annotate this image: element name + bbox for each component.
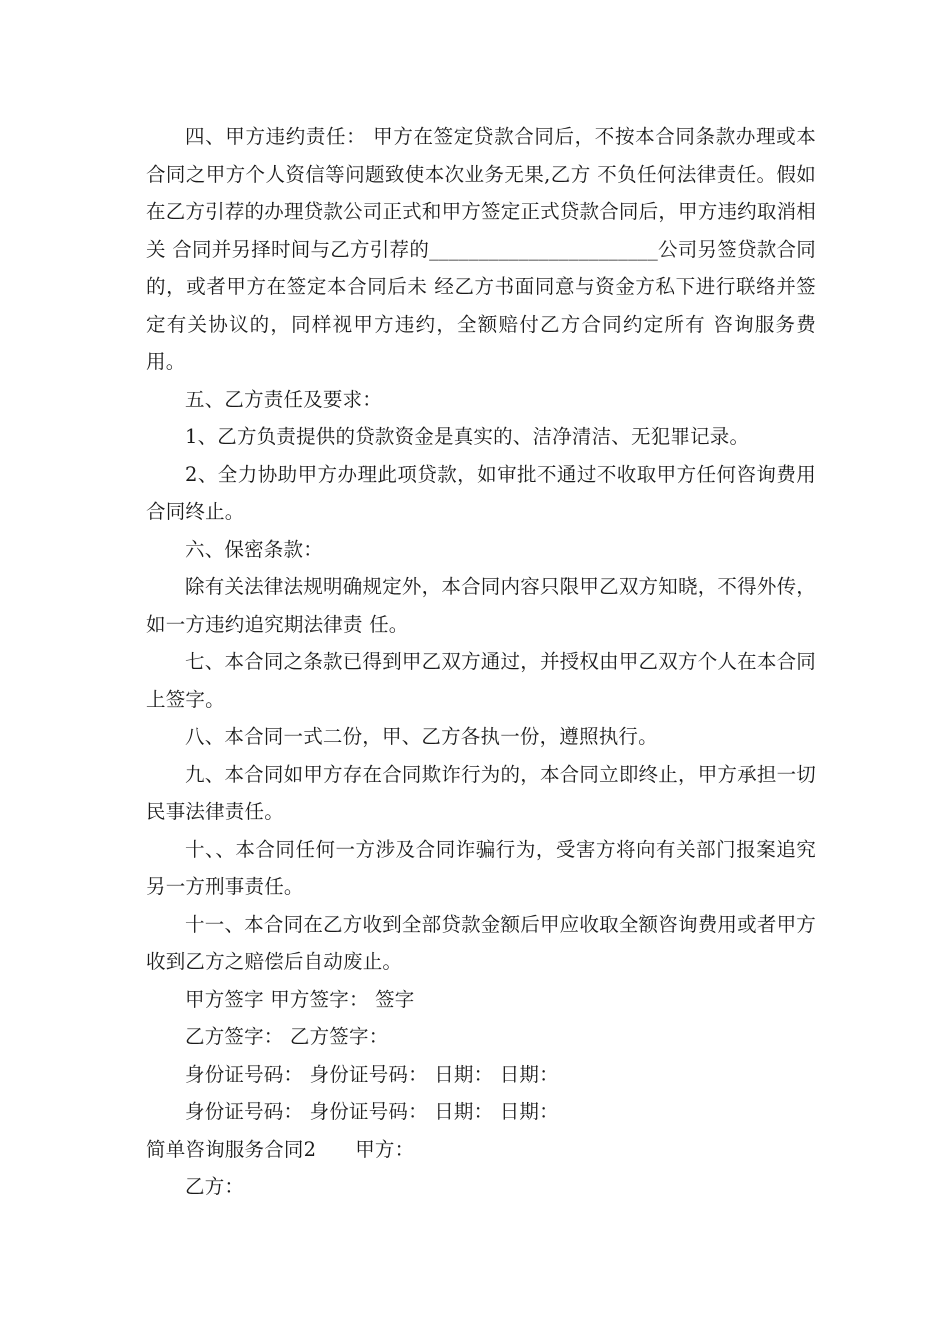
clause-6-heading: 六、保密条款： xyxy=(185,537,323,561)
clause-10-paragraph: 十、、本合同任何一方涉及合同诈骗行为，受害方将向有关部门报案追究另一方刑事责任。 xyxy=(146,837,816,898)
clause-9-paragraph: 九、本合同如甲方存在合同欺诈行为的，本合同立即终止，甲方承担一切民事法律责任。 xyxy=(146,762,816,823)
id-date-line-1: 身份证号码： 身份证号码： 日期： 日期： xyxy=(185,1062,559,1086)
clause-4-paragraph: 四、甲方违约责任： 甲方在签定贷款合同后，不按本合同条款办理或本合同之甲方个人资信等问题致使本次业务无果,乙方 不负任何法律责任。假如在乙方引荐的办理贷款公司正式和甲方签定正式贷款合同后，甲方违约取消相关 合同并另择时间与乙方引荐的_______________________公司另签贷款合同的，或者甲方在签定本合同后未 经乙方书面同意与资金方私下进行联络并签定有关协议的，同样视甲方违约，全额赔付乙方合同约定所有 咨询服务费用。 xyxy=(146,125,816,373)
next-contract-party-a: 甲方： xyxy=(355,1137,415,1161)
signature-line-party-a: 甲方签字 甲方签字： 签字 xyxy=(185,987,415,1011)
clause-11-paragraph: 十一、本合同在乙方收到全部贷款金额后甲应收取全额咨询费用或者甲方收到乙方之赔偿后自动废止。 xyxy=(146,912,816,973)
signature-line-party-b: 乙方签字： 乙方签字： xyxy=(185,1025,389,1048)
clause-5-item-1: 1、乙方负责提供的贷款资金是真实的、洁净清洁、无犯罪记录。 xyxy=(185,425,750,448)
id-date-line-2: 身份证号码： 身份证号码： 日期： 日期： xyxy=(185,1100,559,1123)
next-contract-title: 简单咨询服务合同2 xyxy=(146,1137,317,1161)
clause-5-item-2: 2、全力协助甲方办理此项贷款，如审批不通过不收取甲方任何咨询费用合同终止。 xyxy=(146,462,816,523)
clause-6-paragraph: 除有关法律法规明确规定外，本合同内容只限甲乙双方知晓，不得外传，如一方违约追究期法律责 任。 xyxy=(146,575,816,636)
clause-5-heading: 五、乙方责任及要求： xyxy=(185,387,383,411)
document-page xyxy=(146,118,816,1206)
clause-8-paragraph: 八、本合同一式二份，甲、乙方各执一份，遵照执行。 xyxy=(185,725,658,748)
next-contract-party-b: 乙方： xyxy=(185,1175,245,1198)
clause-7-paragraph: 七、本合同之条款已得到甲乙双方通过，并授权由甲乙双方个人在本合同上签字。 xyxy=(146,650,816,711)
next-contract-header xyxy=(146,1131,816,1169)
